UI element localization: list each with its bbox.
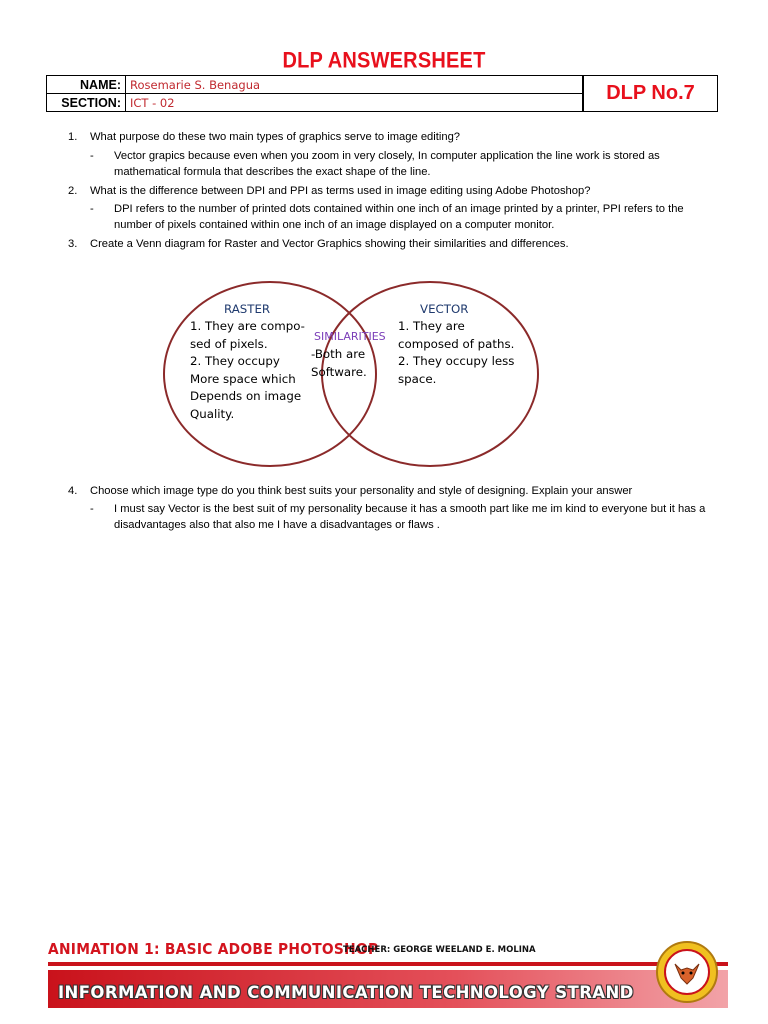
raster-line: More space which (190, 371, 296, 386)
question-number: 2. (68, 185, 78, 197)
answer-text: Vector grapics because even when you zoom in very closely, In computer application the line work is stored as mathematical formula that describes the exact shape of the line. (114, 150, 660, 178)
question-number: 4. (68, 485, 78, 497)
question-text: What is the difference between DPI and PPI as terms used in image editing using Adobe Photoshop? (90, 185, 591, 197)
question-3 (68, 237, 708, 253)
similarities-heading: SIMILARITIES (314, 330, 386, 343)
answer-2 (90, 202, 730, 234)
school-logo-icon (655, 940, 719, 1004)
answer-4 (90, 502, 730, 534)
section-value: ICT - 02 (126, 94, 583, 112)
raster-line: 1. They are compo- (190, 319, 305, 333)
question-text: What purpose do these two main types of graphics serve to image editing? (90, 131, 461, 143)
vector-line: space. (398, 371, 437, 386)
question-number: 3. (68, 238, 78, 250)
vector-heading: VECTOR (420, 302, 469, 316)
answer-dash: - (90, 203, 94, 215)
similarities-line: -Both are (311, 347, 366, 361)
question-1 (68, 130, 708, 146)
raster-line: Quality. (190, 406, 235, 421)
question-4 (68, 484, 708, 500)
dlp-number: DLP No.7 (583, 75, 718, 112)
strand-title: INFORMATION AND COMMUNICATION TECHNOLOGY STRAND (58, 983, 634, 1002)
teacher-name: TEACHER: GEORGE WEELAND E. MOLINA (343, 945, 536, 955)
raster-heading: RASTER (224, 302, 271, 316)
answer-text: DPI refers to the number of printed dots contained within one inch of an image printed by a printer, PPI refers to the number of pixels contained within one inch of an image displayed on a computer monitor. (114, 203, 684, 231)
answer-dash: - (90, 503, 94, 515)
vector-line: composed of paths. (398, 336, 515, 351)
vector-line: 1. They are (398, 319, 465, 333)
similarities-line: Software. (311, 364, 367, 379)
answer-text: I must say Vector is the best suit of my personality because it has a smooth part like me im kind to everyone but it has a disadvantages also that also me I have a disadvantages or flaws . (114, 503, 706, 531)
vector-line: 2. They occupy less (398, 354, 515, 368)
course-title: ANIMATION 1: BASIC ADOBE PHOTOSHOP (48, 940, 379, 958)
student-info-table (46, 75, 583, 112)
question-number: 1. (68, 131, 78, 143)
vector-text (398, 318, 514, 388)
raster-line: 2. They occupy (190, 354, 280, 368)
raster-line: sed of pixels. (190, 336, 268, 351)
answer-dash: - (90, 150, 94, 162)
section-label: SECTION: (47, 94, 126, 112)
answer-1 (90, 149, 730, 181)
name-value: Rosemarie S. Benagua (126, 76, 583, 94)
raster-line: Depends on image (190, 389, 302, 403)
question-text: Create a Venn diagram for Raster and Vector Graphics showing their similarities and differences. (90, 238, 569, 250)
similarities-text (311, 346, 367, 381)
raster-text (190, 318, 305, 423)
page-title: DLP ANSWERSHEET (282, 48, 486, 74)
question-2 (68, 184, 708, 200)
name-label: NAME: (47, 76, 126, 94)
question-text: Choose which image type do you think best suits your personality and style of designing. Explain your answer (90, 485, 633, 497)
